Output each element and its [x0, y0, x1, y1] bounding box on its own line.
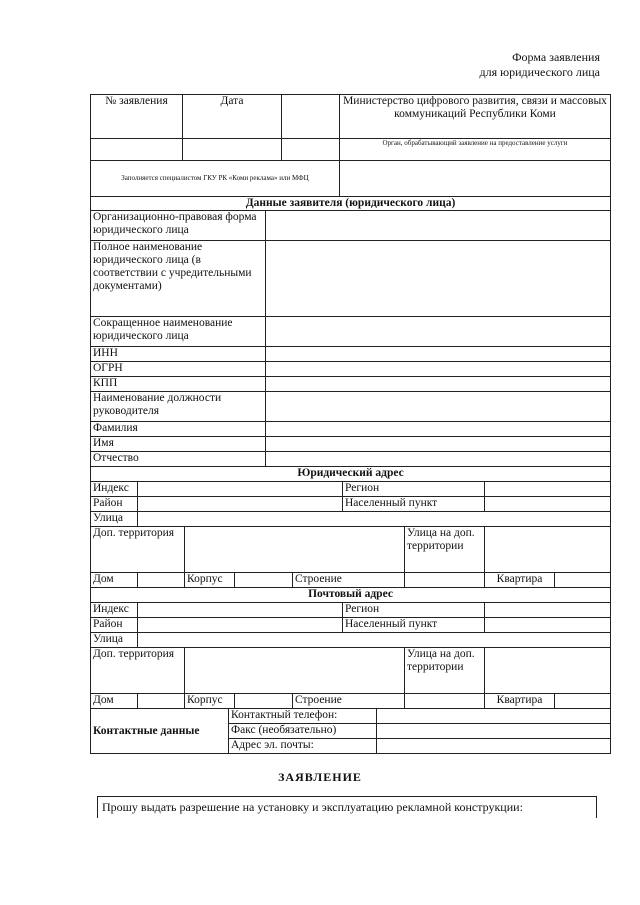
empty-cell — [282, 95, 340, 139]
street-on-territory-label: Улица на доп. территории — [405, 527, 485, 573]
region-value[interactable] — [485, 603, 611, 618]
contacts-table — [90, 708, 611, 754]
field-value[interactable] — [266, 377, 611, 392]
apartment-value[interactable] — [555, 694, 611, 709]
street-on-territory-value[interactable] — [485, 648, 611, 694]
empty-cell — [340, 161, 611, 197]
application-number-label: № заявления — [91, 95, 183, 139]
house-value[interactable] — [138, 573, 185, 588]
index-value[interactable] — [138, 482, 343, 497]
settlement-label: Населенный пункт — [343, 618, 485, 633]
applicant-table — [90, 196, 611, 467]
street-label: Улица — [91, 633, 138, 648]
date-value[interactable] — [183, 139, 282, 161]
phone-label: Контактный телефон: — [229, 709, 377, 724]
district-label: Район — [91, 618, 138, 633]
house-label: Дом — [91, 573, 138, 588]
applicant-section-title: Данные заявителя (юридического лица) — [91, 197, 611, 211]
contacts-title: Контактные данные — [91, 709, 229, 754]
settlement-label: Населенный пункт — [343, 497, 485, 512]
building-label: Корпус — [185, 573, 235, 588]
top-table — [90, 94, 611, 197]
apartment-value[interactable] — [555, 573, 611, 588]
legal-address-table — [90, 466, 611, 588]
form-header-line1: Форма заявления — [512, 50, 600, 64]
region-label: Регион — [343, 482, 485, 497]
phone-value[interactable] — [377, 709, 611, 724]
postal-address-table — [90, 587, 611, 709]
email-label: Адрес эл. почты: — [229, 739, 377, 754]
field-value[interactable] — [266, 347, 611, 362]
add-territory-value[interactable] — [185, 527, 405, 573]
statement-request: Прошу выдать разрешение на установку и эксплуатацию рекламной конструкции: — [97, 796, 597, 818]
district-value[interactable] — [138, 497, 343, 512]
statement-title: ЗАЯВЛЕНИЕ — [278, 770, 362, 784]
empty-cell — [282, 139, 340, 161]
postal-address-title: Почтовый адрес — [91, 588, 611, 603]
add-territory-value[interactable] — [185, 648, 405, 694]
index-label: Индекс — [91, 603, 138, 618]
field-label: ИНН — [91, 347, 266, 362]
region-label: Регион — [343, 603, 485, 618]
street-on-territory-label: Улица на доп. территории — [405, 648, 485, 694]
field-label: Полное наименование юридического лица (в соответствии с учредительными документами) — [91, 241, 266, 317]
index-value[interactable] — [138, 603, 343, 618]
field-value[interactable] — [266, 241, 611, 317]
field-label: Наименование должности руководителя — [91, 392, 266, 422]
structure-value[interactable] — [405, 573, 485, 588]
org-note: Орган, обрабатывающий заявление на предоставление услуги — [340, 139, 611, 161]
structure-value[interactable] — [405, 694, 485, 709]
application-number-value[interactable] — [91, 139, 183, 161]
field-value[interactable] — [266, 392, 611, 422]
building-value[interactable] — [235, 694, 293, 709]
field-value[interactable] — [266, 437, 611, 452]
settlement-value[interactable] — [485, 497, 611, 512]
building-value[interactable] — [235, 573, 293, 588]
field-label: ОГРН — [91, 362, 266, 377]
apartment-label: Квартира — [485, 694, 555, 709]
structure-label: Строение — [293, 694, 405, 709]
settlement-value[interactable] — [485, 618, 611, 633]
structure-label: Строение — [293, 573, 405, 588]
date-label: Дата — [183, 95, 282, 139]
fax-label: Факс (необязательно) — [229, 724, 377, 739]
field-label: Фамилия — [91, 422, 266, 437]
street-label: Улица — [91, 512, 138, 527]
field-value[interactable] — [266, 211, 611, 241]
field-value[interactable] — [266, 422, 611, 437]
field-value[interactable] — [266, 317, 611, 347]
index-label: Индекс — [91, 482, 138, 497]
specialist-note: Заполняется специалистом ГКУ РК «Коми реклама» или МФЦ — [91, 161, 340, 197]
add-territory-label: Доп. территория — [91, 527, 185, 573]
street-on-territory-value[interactable] — [485, 527, 611, 573]
ministry-name: Министерство цифрового развития, связи и массовых коммуникаций Республики Коми — [340, 95, 611, 139]
region-value[interactable] — [485, 482, 611, 497]
house-label: Дом — [91, 694, 138, 709]
field-label: Отчество — [91, 452, 266, 467]
field-label: КПП — [91, 377, 266, 392]
legal-address-title: Юридический адрес — [91, 467, 611, 482]
district-label: Район — [91, 497, 138, 512]
building-label: Корпус — [185, 694, 235, 709]
email-value[interactable] — [377, 739, 611, 754]
apartment-label: Квартира — [485, 573, 555, 588]
field-label: Имя — [91, 437, 266, 452]
house-value[interactable] — [138, 694, 185, 709]
fax-value[interactable] — [377, 724, 611, 739]
field-label: Организационно-правовая форма юридического лица — [91, 211, 266, 241]
field-value[interactable] — [266, 362, 611, 377]
add-territory-label: Доп. территория — [91, 648, 185, 694]
district-value[interactable] — [138, 618, 343, 633]
field-label: Сокращенное наименование юридического лица — [91, 317, 266, 347]
street-value[interactable] — [138, 512, 611, 527]
field-value[interactable] — [266, 452, 611, 467]
street-value[interactable] — [138, 633, 611, 648]
form-header — [479, 50, 600, 80]
form-header-line2: для юридического лица — [479, 65, 600, 79]
